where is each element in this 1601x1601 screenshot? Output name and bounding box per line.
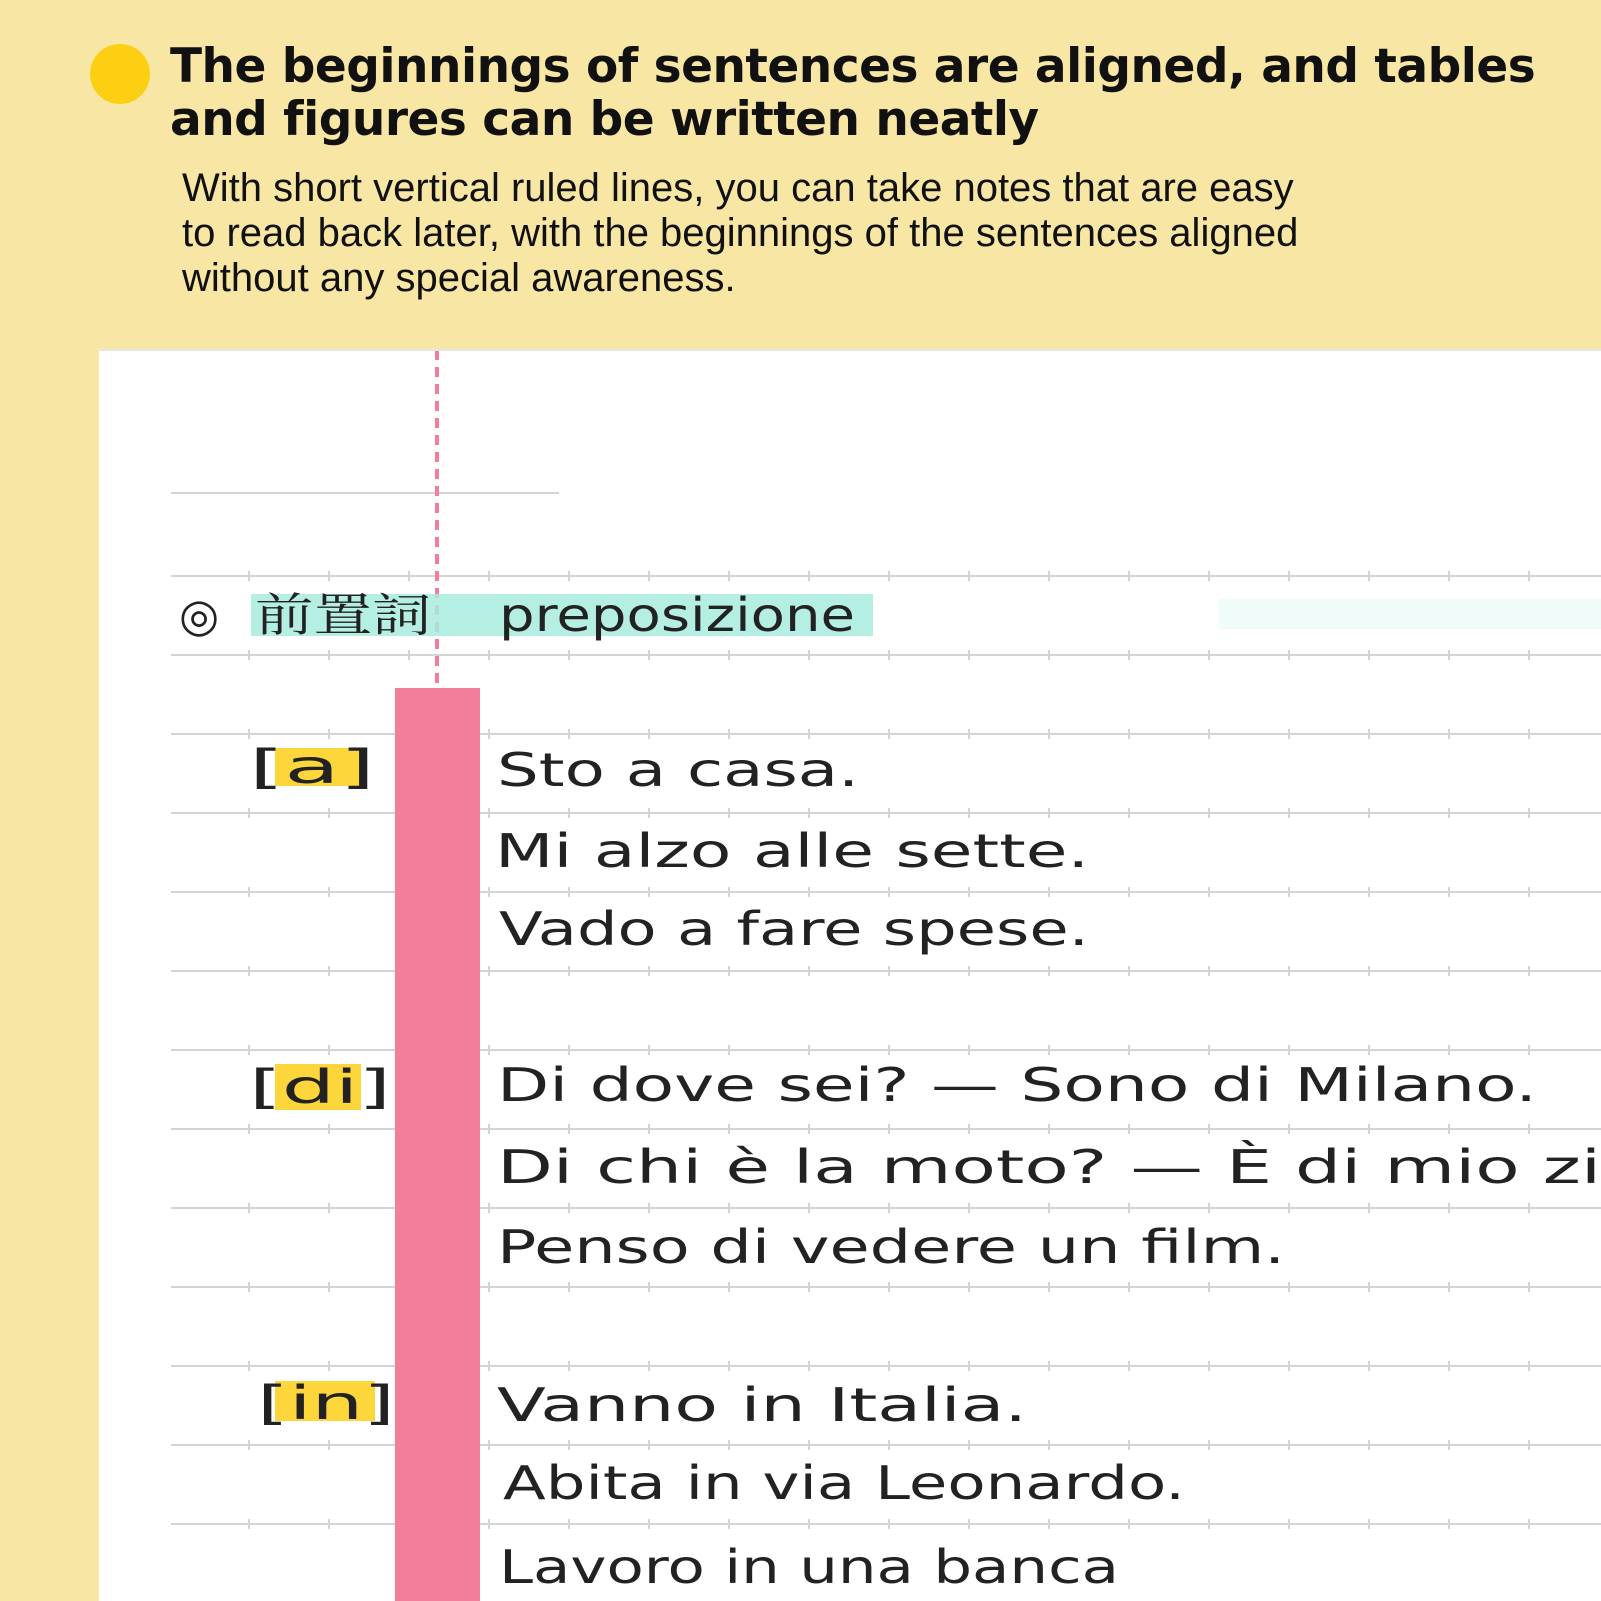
title-japanese: 前置詞 <box>255 588 431 642</box>
title-highlight-faint <box>1219 599 1601 629</box>
headline <box>170 40 1570 146</box>
sentence-a-3: Vado a fare spese. <box>499 902 1089 956</box>
sentence-in-1: Vanno in Italia. <box>497 1378 1027 1432</box>
sentence-di-3: Penso di vedere un film. <box>497 1220 1285 1274</box>
sentence-di-1: Di dove sei? — Sono di Milano. <box>497 1058 1537 1112</box>
margin-band <box>395 688 480 1601</box>
description <box>182 166 1562 301</box>
description-line-2: to read back later, with the beginnings of the sentences aligned <box>182 211 1299 255</box>
title-mark: ◎ <box>179 588 220 642</box>
sentence-a-2: Mi alzo alle sette. <box>495 824 1089 878</box>
label-a: [a] <box>249 740 375 794</box>
bullet-dot <box>90 44 150 104</box>
notebook-page <box>99 351 1601 1601</box>
headline-line-1: The beginnings of sentences are aligned, and tables <box>170 39 1536 94</box>
title-italian: preposizione <box>499 588 855 642</box>
sentence-in-3: Lavoro in una banca <box>499 1540 1119 1594</box>
description-line-1: With short vertical ruled lines, you can take notes that are easy <box>182 166 1294 210</box>
sentence-di-2: Di chi è la moto? — È di mio zi <box>497 1140 1601 1194</box>
notebook-canvas <box>99 351 1601 1601</box>
headline-line-2: and figures can be written neatly <box>170 92 1039 147</box>
label-di: [di] <box>249 1060 391 1114</box>
label-in: [in] <box>257 1376 395 1430</box>
sentence-in-2: Abita in via Leonardo. <box>503 1456 1185 1510</box>
sentence-a-1: Sto a casa. <box>497 743 859 797</box>
description-line-3: without any special awareness. <box>182 256 736 300</box>
ruled-lines <box>171 493 1601 1529</box>
